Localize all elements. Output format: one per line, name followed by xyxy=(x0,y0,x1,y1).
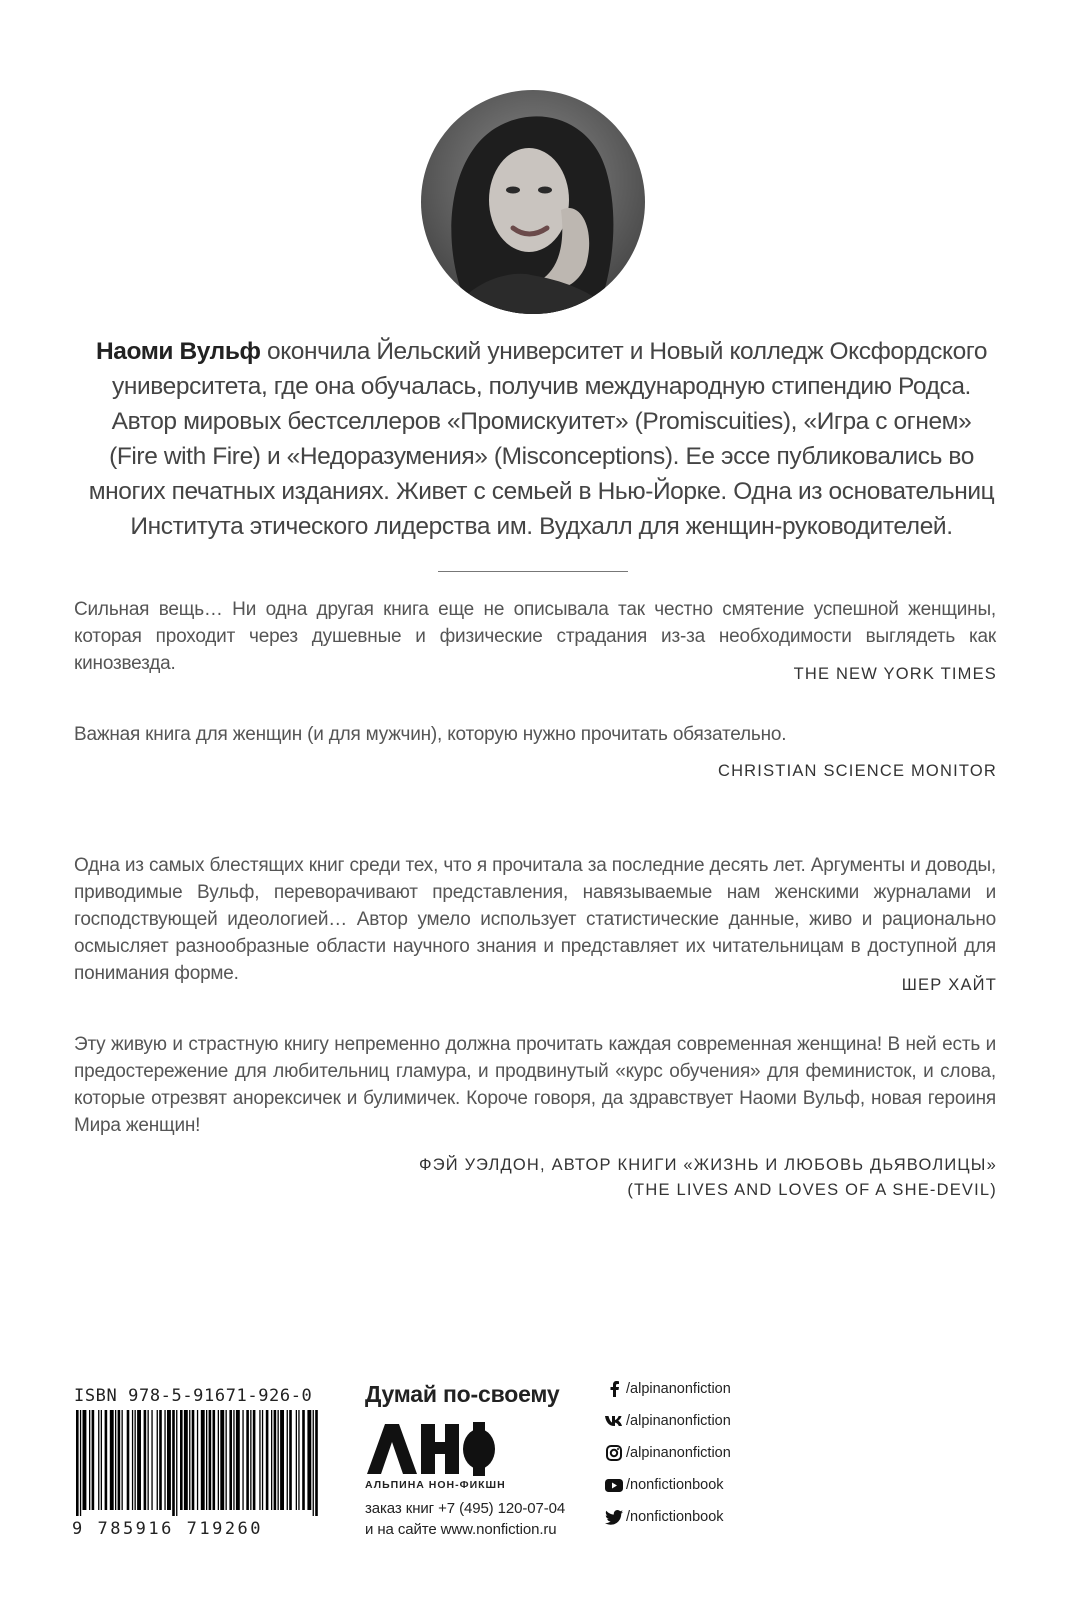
barcode-bar xyxy=(262,1410,263,1510)
barcode-bar xyxy=(118,1410,121,1510)
barcode-bar xyxy=(253,1410,256,1510)
youtube-icon xyxy=(605,1476,623,1494)
social-handle: /alpinanonfiction xyxy=(626,1413,731,1429)
barcode-bar xyxy=(189,1410,190,1510)
social-links xyxy=(605,1373,731,1533)
social-handle: /nonfictionbook xyxy=(626,1477,724,1493)
barcode-bar xyxy=(127,1410,130,1510)
divider xyxy=(438,571,628,572)
barcode-bar xyxy=(164,1410,165,1510)
review-quote: Сильная вещь… Ни одна другая книга еще не описывала так честно смятение успешной женщины, которая проходит через душевные и физические страдания из-за необходимости выглядеть как кинозвезда. xyxy=(74,599,996,674)
twitter-icon xyxy=(605,1508,623,1526)
bio-text: окончила Йельский университет и Новый колледж Оксфордского университета, где она обучалась, получив международную стипендию Родса. Автор мировых бестселлеров «Промискуитет» (Promiscuities), «Игра с огнем» (Fire with Fire) и «Недоразумения» (Misconceptions). Ее эссе публиковались во многих печатных изданиях. Живет с семьей в Нью-Йорке. Одна из основательниц Института этического лидерства им. Вудхалл для женщин-руководителей. xyxy=(88,338,995,540)
barcode-bar xyxy=(226,1410,227,1510)
barcode-bar xyxy=(313,1410,314,1516)
barcode-bar xyxy=(201,1410,205,1510)
review-source: THE NEW YORK TIMES xyxy=(793,665,997,683)
barcode-bar xyxy=(197,1410,198,1510)
barcode-bar xyxy=(132,1410,133,1510)
barcode-bar xyxy=(289,1410,292,1510)
barcode-bar xyxy=(278,1410,279,1510)
barcode-bar xyxy=(159,1410,162,1510)
review-source: CHRISTIAN SCIENCE MONITOR xyxy=(717,762,997,780)
publisher-name: АЛЬПИНА НОН-ФИКШН xyxy=(365,1479,506,1491)
barcode-bar xyxy=(83,1410,87,1510)
barcode-bar xyxy=(176,1410,177,1516)
social-item-facebook[interactable] xyxy=(605,1373,731,1405)
barcode-bar xyxy=(236,1410,240,1510)
social-handle: /nonfictionbook xyxy=(626,1509,724,1525)
publisher-logo xyxy=(365,1420,495,1476)
barcode-bar xyxy=(105,1410,108,1510)
review-quote: Эту живую и страстную книгу непременно должна прочитать каждая современная женщина! В ней есть и предостережение для любительниц гламура, и продвинутый «курс обучения» для феминисток, и слова, которые отрезвят анорексичек и булимичек. Короче говоря, да здравствует Наоми Вульф, новая героиня Мира женщин! xyxy=(74,1034,996,1136)
barcode-bar xyxy=(315,1410,318,1516)
barcode-bar xyxy=(151,1410,152,1510)
review-quote: Одна из самых блестящих книг среди тех, что я прочитала за последние десять лет. Аргументы и доводы, приводимые Вульф, переворачивают представления, навязываемые нам женскими журналами и господствующей идеологией… Автор умело использует статистические данные, живо и рационально осмысляет разнообразные области научного знания и представляет их читательницам в доступной для понимания форме. xyxy=(74,855,996,984)
social-handle: /alpinanonfiction xyxy=(626,1445,731,1461)
barcode-bar xyxy=(233,1410,234,1510)
barcode xyxy=(74,1410,320,1516)
author-portrait xyxy=(421,90,645,314)
social-item-instagram[interactable] xyxy=(605,1437,731,1469)
review-quote: Важная книга для женщин (и для мужчин), которую нужно прочитать обязательно. xyxy=(74,724,787,745)
barcode-bar xyxy=(242,1410,243,1510)
order-website: и на сайте www.nonfiction.ru xyxy=(365,1521,557,1538)
barcode-bar xyxy=(89,1410,90,1510)
barcode-bar xyxy=(167,1410,171,1510)
barcode-bar xyxy=(101,1410,102,1510)
barcode-bar xyxy=(110,1410,114,1510)
barcode-bar xyxy=(206,1410,207,1510)
barcode-bar xyxy=(115,1410,116,1510)
author-name: Наоми Вульф xyxy=(95,338,261,365)
barcode-bar xyxy=(184,1410,188,1510)
order-phone: заказ книг +7 (495) 120-07-04 xyxy=(365,1500,566,1517)
barcode-digits: 9 785916 719260 xyxy=(72,1519,264,1539)
barcode-bar xyxy=(274,1410,277,1510)
social-handle: /alpinanonfiction xyxy=(626,1381,731,1397)
barcode-bar xyxy=(137,1410,141,1510)
barcode-bar xyxy=(229,1410,232,1510)
barcode-bar xyxy=(172,1410,175,1516)
facebook-icon xyxy=(605,1380,623,1398)
barcode-bar xyxy=(259,1410,260,1510)
barcode-bar xyxy=(180,1410,183,1510)
barcode-bar xyxy=(98,1410,99,1510)
barcode-bar xyxy=(76,1410,79,1516)
barcode-bar xyxy=(298,1410,299,1510)
isbn-label: ISBN 978-5-91671-926-0 xyxy=(74,1386,313,1406)
barcode-bar xyxy=(250,1410,251,1510)
barcode-bar xyxy=(271,1410,272,1510)
author-bio xyxy=(86,334,997,544)
social-item-vk[interactable] xyxy=(605,1405,731,1437)
review-source: ШЕР ХАЙТ xyxy=(901,976,997,994)
barcode-bar xyxy=(92,1410,95,1510)
publisher-slogan: Думай по-своему xyxy=(365,1381,560,1407)
social-item-youtube[interactable] xyxy=(605,1469,731,1501)
barcode-bar xyxy=(80,1410,81,1516)
barcode-bar xyxy=(246,1410,249,1510)
barcode-bar xyxy=(122,1410,123,1510)
barcode-bar xyxy=(157,1410,158,1510)
instagram-icon xyxy=(605,1444,623,1462)
vk-icon xyxy=(605,1412,623,1430)
barcode-bar xyxy=(302,1410,305,1510)
barcode-bar xyxy=(266,1410,269,1510)
barcode-bar xyxy=(307,1410,311,1510)
barcode-bar xyxy=(287,1410,288,1510)
barcode-bar xyxy=(209,1410,212,1510)
barcode-bar xyxy=(144,1410,147,1510)
barcode-bar xyxy=(148,1410,149,1510)
barcode-bar xyxy=(213,1410,216,1510)
social-item-twitter[interactable] xyxy=(605,1501,731,1533)
review-source-note: (THE LIVES AND LOVES OF A SHE-DEVIL) xyxy=(627,1181,997,1199)
barcode-bar xyxy=(192,1410,195,1510)
barcode-bar xyxy=(280,1410,284,1510)
barcode-bar xyxy=(135,1410,136,1510)
barcode-bar xyxy=(296,1410,297,1510)
barcode-bar xyxy=(220,1410,224,1510)
review-source: ФЭЙ УЭЛДОН, АВТОР КНИГИ «ЖИЗНЬ И ЛЮБОВЬ ДЬЯВОЛИЦЫ» xyxy=(419,1156,997,1174)
barcode-bar xyxy=(218,1410,219,1510)
